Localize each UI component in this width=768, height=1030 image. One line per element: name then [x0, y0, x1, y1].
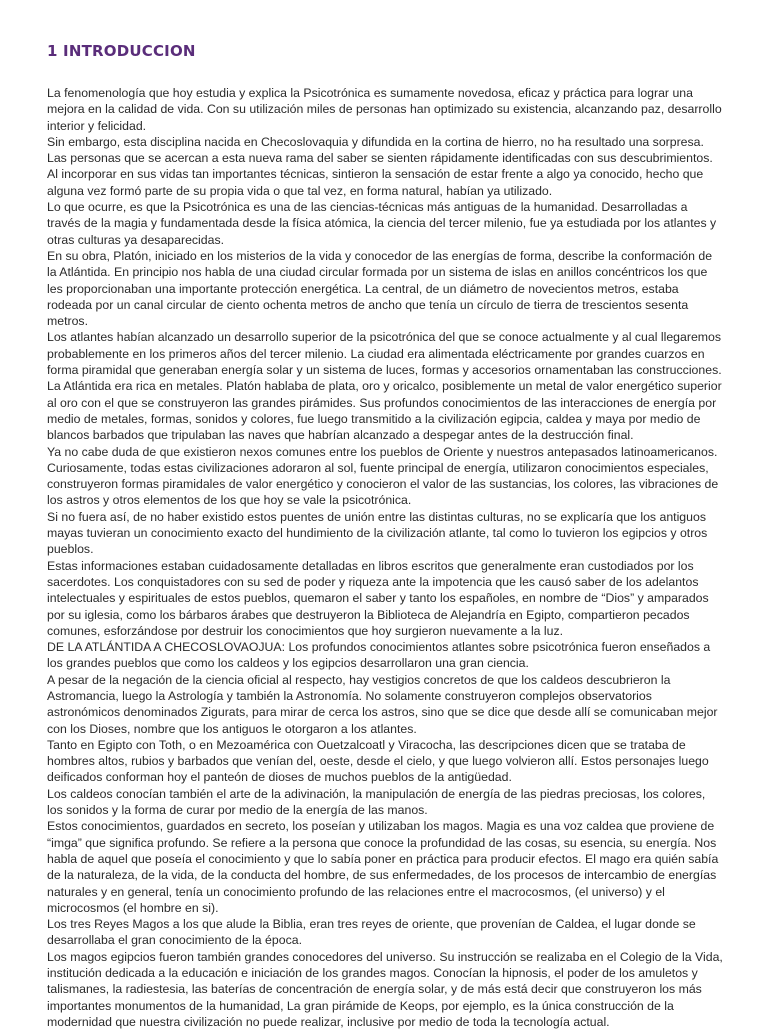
- paragraph: Los magos egipcios fueron también grandes conocedores del universo. Su instrucción se realizaba en el Colegio de la Vida, institución dedicada a la educación e iniciación de los grandes magos. Conocían la hipnosis, el poder de los amuletos y talismanes, la radiestesia, las baterías de concentración de energía solar, y de más está decir que construyeron los más importantes monumentos de la humanidad, La gran pirámide de Keops, por ejemplo, es la única construcción de la modernidad que nuestra civilización no puede realizar, inclusive por medio de toda la tecnología actual.: [47, 949, 723, 1029]
- body-text: [47, 85, 723, 1030]
- paragraph: Los tres Reyes Magos a los que alude la Biblia, eran tres reyes de oriente, que provenían de Caldea, el lugar donde se desarrollaba el gran conocimiento de la época.: [47, 917, 696, 948]
- paragraph: Los caldeos conocían también el arte de la adivinación, la manipulación de energía de las piedras preciosas, los colores, los sonidos y la forma de curar por medio de la energía de las manos.: [47, 786, 706, 818]
- paragraph: Estas informaciones estaban cuidadosamente detalladas en libros escritos que generalmente eran custodiados por los sacerdotes. Los conquistadores con su sed de poder y riqueza ante la impotencia que les causó saber de los adelantos intelectuales y espirituales de estos pueblos, quemaron el saber y tanto los españoles, en nombre de “Dios” y amparados por su iglesia, como los bárbaros árabes que destruyeron la Biblioteca de Alejandría en Egipto, compartieron pecados comunes, esforzándose por destruir los conocimientos que hoy surgieron nuevamente a la luz.: [47, 558, 709, 638]
- paragraph: Estos conocimientos, guardados en secreto, los poseían y utilizaban los magos. Magia es una voz caldea que proviene de “imga” que significa profundo. Se refiere a la persona que conoce la profundidad de las cosas, su esencia, su energía. Nos habla de aquel que poseía el conocimiento y que lo sabía poner en práctica para producir efectos. El mago era quién sabía de la naturaleza, de la vida, de la conducta del hombre, de sus enfermedades, de los procesos de intercambio de energías naturales y en general, tenía un conocimiento profundo de las relaciones entre el macrocosmos, (el universo) y el microcosmos (el hombre en si).: [47, 819, 719, 915]
- paragraph: La fenomenología que hoy estudia y explica la Psicotrónica es sumamente novedosa, eficaz y práctica para lograr una mejora en la calidad de vida. Con su utilización miles de personas han optimizado su existencia, alcanzando paz, desarrollo interior y felicidad.: [47, 86, 722, 133]
- paragraph: Tanto en Egipto con Toth, o en Mezoamérica con Ouetzalcoatl y Viracocha, las descripciones dicen que se trataba de hombres altos, rubios y barbados que venían del, oeste, desde el cielo, y que luego volvieron allí. Estos personajes luego deificados conforman hoy el panteón de dioses de muchos pueblos de la antigüedad.: [47, 737, 709, 785]
- paragraph: Los atlantes habían alcanzado un desarrollo superior de la psicotrónica del que se conoce actualmente y al cual llegaremos probablemente en los primeros años del tercer milenio. La ciudad era alimentada eléctricamente por grandes cuarzos en forma piramidal que generaban energía solar y un sistema de luces, formas y accesorios ornamentaban las construcciones.: [47, 330, 722, 378]
- paragraph: En su obra, Platón, iniciado en los misterios de la vida y conocedor de las energías de forma, describe la conformación de la Atlántida. En principio nos habla de una ciudad circular formada por un sistema de islas en anillos concéntricos los que les proporcionaban una importante protección energética. La central, de un diámetro de novecientos metros, estaba rodeada por un canal circular de ciento ochenta metros de ancho que tenía un círculo de tierra de trescientos sesenta metros.: [47, 248, 713, 329]
- paragraph: Sin embargo, esta disciplina nacida en Checoslovaquia y difundida en la cortina de hierro, no ha resultado una sorpresa. Las personas que se acercan a esta nueva rama del saber se sienten rápidamente identificadas con sus descubrimientos. Al incorporar en sus vidas tan importantes técnicas, sintieron la sensación de estar frente a algo ya conocido, hecho que alguna vez formó parte de su propia vida o que tal vez, en forma natural, habían ya utilizado.: [47, 134, 713, 198]
- paragraph: Si no fuera así, de no haber existido estos puentes de unión entre las distintas culturas, no se explicaría que los antiguos mayas tuvieran un conocimiento exacto del hundimiento de la civilización atlante, tal como lo tuvieron los egipcios y otros pueblos.: [47, 509, 708, 557]
- section-heading: 1 INTRODUCCION: [47, 42, 196, 60]
- paragraph: DE LA ATLÁNTIDA A CHECOSLOVAOJUA: Los profundos conocimientos atlantes sobre psicotrónica fueron enseñados a los grandes pueblos que como los caldeos y los egipcios desarrollaron una gran ciencia.: [47, 640, 711, 671]
- paragraph: Ya no cabe duda de que existieron nexos comunes entre los pueblos de Oriente y nuestros antepasados latinoamericanos. Curiosamente, todas estas civilizaciones adoraron al sol, fuente principal de energía, utilizaron conocimientos especiales, construyeron formas piramidales de valor energético y conocieron el valor de las sustancias, los colores, las vibraciones de los astros y otros elementos de los que hoy se vale la psicotrónica.: [47, 444, 719, 508]
- paragraph: Lo que ocurre, es que la Psicotrónica es una de las ciencias-técnicas más antiguas de la humanidad. Desarrolladas a través de la magia y fundamentada desde la física atómica, la ciencia del tercer milenio, fue ya estudiada por los atlantes y otras culturas ya desaparecidas.: [47, 200, 717, 247]
- paragraph: A pesar de la negación de la ciencia oficial al respecto, hay vestigios concretos de que los caldeos descubrieron la Astromancia, luego la Astrología y también la Astronomía. No solamente construyeron complejos observatorios astronómicos denominados Zigurats, para mirar de cerca los astros, sino que se dice que desde allí se comunicaban mejor con los Dioses, nombre que los antiguos le otorgaron a los atlantes.: [47, 672, 718, 736]
- paragraph: La Atlántida era rica en metales. Platón hablaba de plata, oro y oricalco, posiblemente un metal de valor energético superior al oro con el que se construyeron las grandes pirámides. Sus profundos conocimientos de las interacciones de energía por medio de metales, formas, sonidos y colores, fue luego transmitido a la civilización egipcia, caldea y maya por medio de blancos barbados que tripulaban las naves que habrían alcanzado a despegar antes de la destrucción final.: [47, 379, 722, 443]
